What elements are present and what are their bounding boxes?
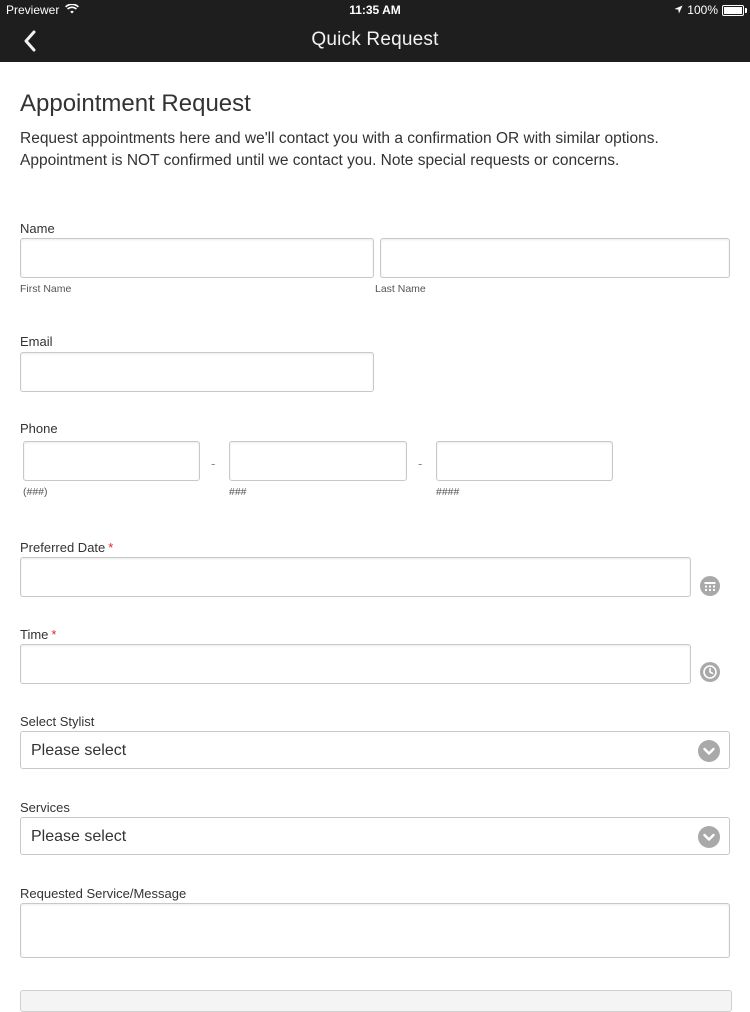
phone-area-sublabel: (###): [23, 486, 48, 498]
required-mark: *: [108, 540, 114, 555]
services-label: Services: [20, 800, 70, 815]
first-name-sublabel: First Name: [20, 283, 72, 295]
description-line-1: Request appointments here and we'll contact you with a confirmation OR with similar options.: [20, 130, 659, 147]
phone-line-sublabel: ####: [436, 486, 460, 498]
last-name-input[interactable]: [380, 238, 730, 278]
stylist-select[interactable]: [20, 731, 730, 769]
message-label: Requested Service/Message: [20, 886, 187, 901]
page-description: [20, 128, 730, 172]
last-name-sublabel: Last Name: [375, 283, 426, 295]
calendar-button[interactable]: [700, 576, 720, 596]
time-input[interactable]: [20, 644, 691, 684]
preferred-date-label: [20, 540, 113, 555]
status-bar: [0, 0, 750, 20]
page-title: Appointment Request: [20, 90, 251, 117]
next-field-partial: [20, 990, 732, 1012]
first-name-input[interactable]: [20, 238, 374, 278]
phone-prefix-input[interactable]: [229, 441, 407, 481]
chevron-down-icon: [698, 740, 720, 762]
description-line-2: Appointment is NOT confirmed until we contact you. Note special requests or concerns.: [20, 152, 620, 169]
calendar-icon: [700, 576, 720, 596]
preferred-date-input[interactable]: [20, 557, 691, 597]
clock-button[interactable]: [700, 662, 720, 682]
time-label: [20, 627, 56, 642]
phone-prefix-sublabel: ###: [229, 486, 247, 498]
phone-separator-2: -: [418, 456, 423, 471]
phone-separator-1: -: [211, 456, 216, 471]
services-select[interactable]: [20, 817, 730, 855]
nav-title: Quick Request: [311, 29, 439, 50]
email-label: Email: [20, 334, 53, 349]
battery-icon: [722, 5, 744, 16]
stylist-label: Select Stylist: [20, 714, 95, 729]
phone-line-input[interactable]: [436, 441, 613, 481]
nav-bar: [0, 20, 750, 62]
phone-area-code-input[interactable]: [23, 441, 200, 481]
battery-percent: 100%: [687, 3, 718, 17]
time-label-text: Time: [20, 627, 49, 642]
stylist-selected-value: Please select: [31, 742, 127, 759]
status-right: [674, 3, 744, 17]
required-mark: *: [51, 627, 57, 642]
location-arrow-icon: [674, 3, 683, 17]
services-selected-value: Please select: [31, 828, 127, 845]
clock-icon: [700, 662, 720, 682]
name-label: Name: [20, 221, 55, 236]
message-textarea[interactable]: [20, 903, 730, 958]
carrier-label: Previewer: [6, 3, 60, 17]
email-input[interactable]: [20, 352, 374, 392]
status-time: 11:35 AM: [349, 3, 401, 17]
chevron-down-icon: [698, 826, 720, 848]
preferred-date-label-text: Preferred Date: [20, 540, 106, 555]
phone-label: Phone: [20, 421, 58, 436]
